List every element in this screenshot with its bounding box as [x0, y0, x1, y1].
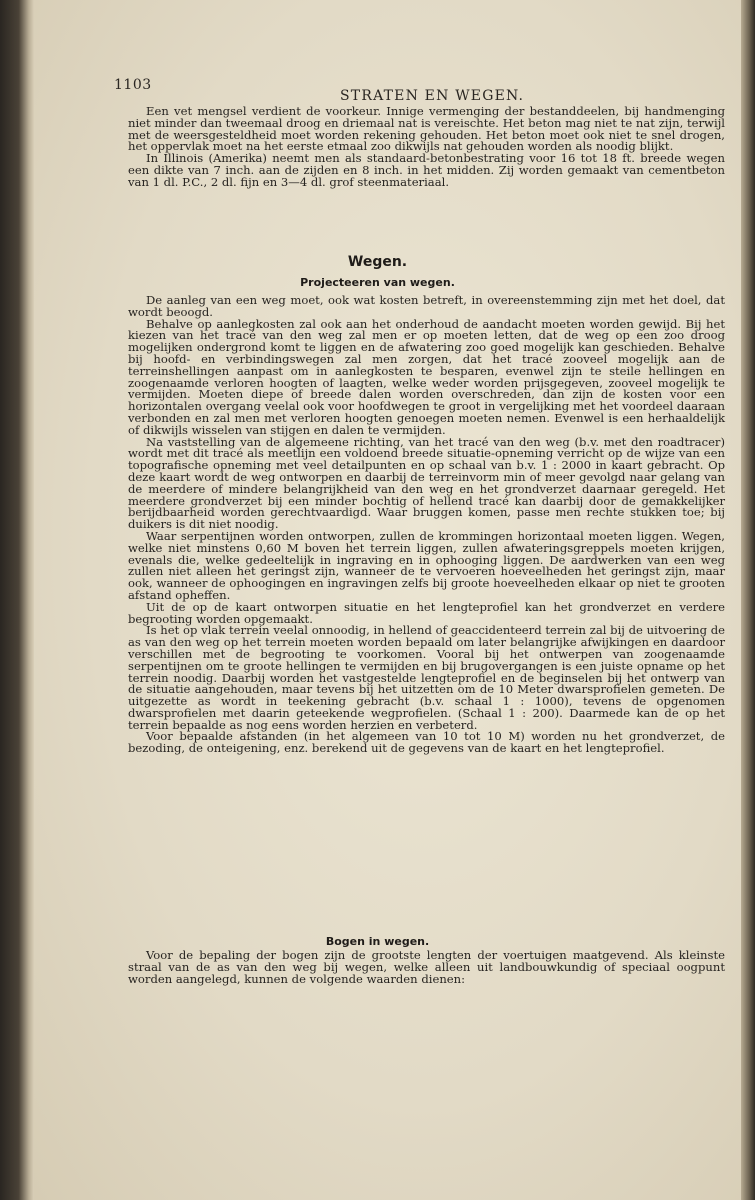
running-head: STRATEN EN WEGEN.	[340, 88, 525, 104]
paragraph: Waar serpentijnen worden ontworpen, zullen de krommingen horizontaal moeten liggen. Wegen, welke niet minstens 0,60 M boven het terrein liggen, zullen afwateringsgreppels moeten krijgen, evenals die, welke gedeeltelijk in ingraving en in ophooging liggen. De aardwerken van een weg zullen niet alleen het geringst zijn, wanneer de te vervoeren hoeveelheden het geringst zijn, maar ook, wanneer de ophoogingen en ingravingen zelfs bij groote hoeveelheden elkaar op niet te grooten afstand opheffen.	[128, 528, 725, 602]
heading-bogen: Bogen in wegen.	[325, 935, 430, 948]
paragraph: Na vaststelling van de algemeene richting, van het tracé van den weg (b.v. met den roadtracer) wordt met dit tracé als meetlijn een voldoend breede situatie-opneming verricht op de wijze van een topografische opneming met veel detailpunten en op schaal van b.v. 1 : 2000 in kaart gebracht. Op deze kaart wordt de weg ontworpen en daarbij de terreinvorm min of meer gevolgd naar gelang van de meerdere of mindere belangrijkheid van den weg en het grondverzet daarnaar geregeld. Het meerdere grondverzet bij een minder bochtig of hellend tracé kan daarbij door de gemakkelijker berijdbaarheid worden gerechtvaardigd. Waar bruggen komen, passe men rechte stukken toe; bij duikers is dit niet noodig.	[128, 434, 725, 532]
section-projecteeren-text	[128, 295, 725, 755]
heading-wegen: Wegen.	[347, 254, 408, 270]
book-spine-shadow	[0, 0, 34, 1200]
paragraph: Voor de bepaling der bogen zijn de grootste lengten der voertuigen maatgevend. Als kleinste straal van de as van den weg bij wegen, welke alleen uit landbouwkundig of speciaal oogpunt worden aangelegd, kunnen de volgende waarden dienen:	[128, 948, 725, 986]
heading-projecteeren: Projecteeren van wegen.	[300, 276, 455, 289]
paragraph: Voor bepaalde afstanden (in het algemeen van 10 tot 10 M) worden nu het grondverzet, de bezoding, de onteigening, enz. berekend uit de gegevens van de kaart en het lengteprofiel.	[128, 729, 725, 756]
section-bogen-text	[128, 950, 725, 985]
paragraph: Is het op vlak terrein veelal onnoodig, in hellend of geaccidenteerd terrein zal bij de uitvoering de as van den weg op het terrein moeten worden bepaald om later belangrijke afwijkingen en daardoor verschillen met de begrooting te voorkomen. Vooral bij het ontwerpen van zoogenaamde serpentijnen om te groote hellingen te vermijden en bij brugovergangen is een juiste opname op het terrein noodig. Daarbij worden het vastgestelde lengteprofiel en de beginselen bij het ontwerp van de situatie aangehouden, maar tevens bij het uitzetten om de 10 Meter dwarsprofielen gemeten. De uitgezette as wordt in teekening gebracht (b.v. schaal 1 : 1000), tevens de opgenomen dwarsprofielen met daarin geteekende wegprofielen. (Schaal 1 : 200). Daarmede kan de op het terrein bepaalde as nog eens worden herzien en verbeterd.	[128, 623, 725, 732]
page-number: 1103	[114, 77, 152, 93]
paragraph: Behalve op aanlegkosten zal ook aan het onderhoud de aandacht moeten worden gewijd. Bij het kiezen van het tracé van den weg zal men er op moeten letten, dat de weg op een zoo droog mogelijken ondergrond komt te liggen en de afwatering zoo goed mogelijk kan geschieden. Behalve bij hoofd- en verbindingswegen zal men zorgen, dat het tracé zooveel mogelijk aan de terreinshellingen aanpast om in aanlegkosten te besparen, evenwel zijn te steile hellingen en zoogenaamde verloren hoogten of laagten, welke weder worden prijsgegeven, zooveel mogelijk te vermijden. Moeten diepe of breede dalen worden overschreden, dan zijn de kosten voor een horizontalen overgang veelal ook voor hoofdwegen te groot in vergelijking met het voordeel daaraan verbonden en zal men met verloren hoogten genoegen moeten nemen. Evenwel is een herhaaldelijk of dikwijls wisselen van stijgen en dalen te vermijden.	[128, 316, 725, 437]
paragraph: In Illinois (Amerika) neemt men als standaard-betonbestrating voor 16 tot 18 ft. breede wegen een dikte van 7 inch. aan de zijden en 8 inch. in het midden. Zij worden gemaakt van cementbeton van 1 dl. P.C., 2 dl. fijn en 3—4 dl. grof steenmateriaal.	[128, 151, 725, 189]
paragraph: De aanleg van een weg moet, ook wat kosten betreft, in overeenstemming zijn met het doel, dat wordt beoogd.	[128, 293, 725, 319]
paragraph: Een vet mengsel verdient de voorkeur. Innige vermenging der bestanddeelen, bij handmenging niet minder dan tweemaal droog en driemaal nat is vereischte. Het beton mag niet te nat zijn, terwijl met de weersgesteldheid moet worden rekening gehouden. Het beton moet ook niet te snel drogen, het oppervlak moet na het eerste etmaal zoo dikwijls nat gehouden worden als noodig blijkt.	[128, 104, 725, 154]
page-stack-edge	[741, 0, 755, 1200]
paragraph: Uit de op de kaart ontworpen situatie en het lengteprofiel kan het grondverzet en verdere begrooting worden opgemaakt.	[128, 599, 725, 626]
section-beton-text	[128, 106, 725, 189]
